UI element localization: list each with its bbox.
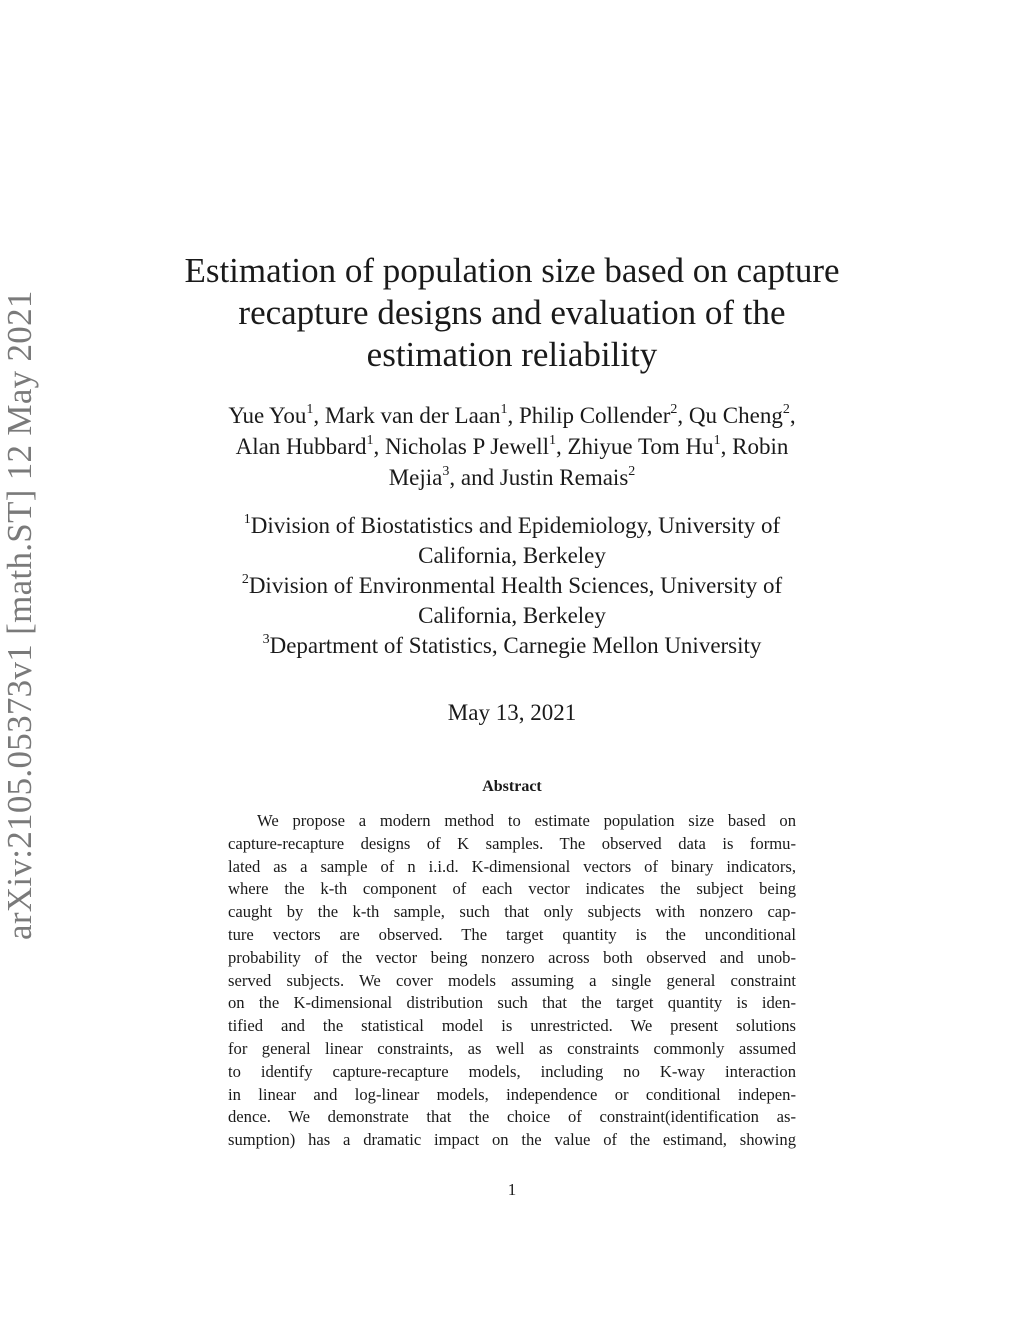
author-list [150,400,874,493]
affiliation-item [150,571,874,631]
author-line [150,462,874,493]
author-affiliation-marker: 1 [713,433,721,449]
affiliation-marker: 1 [243,512,251,528]
paper-title [150,250,874,376]
author-affiliation-marker: 1 [366,433,374,449]
abstract-line: probability of the vector being nonzero across both observed and unob- [228,947,796,967]
abstract-line: capture-recapture designs of K samples. The observed data is formu- [228,833,796,853]
abstract-line: caught by the k-th sample, such that only subjects with nonzero cap- [228,902,796,922]
author-separator: , [313,403,325,428]
author-name: Yue You [228,403,307,428]
author-separator: , [507,403,519,428]
author-name: Alan Hubbard [235,434,367,459]
author-affiliation-marker: 3 [442,464,450,480]
affiliation-text: Division of Biostatistics and Epidemiology, University of [250,513,781,538]
publication-date: May 13, 2021 [447,700,577,725]
arxiv-identifier-stamp: arXiv:2105.05373v1 [math.ST] 12 May 2021 [0,290,39,940]
author-line [150,431,874,462]
affiliation-text: Department of Statistics, Carnegie Mellon University [269,633,762,658]
author-affiliation-marker: 2 [670,402,678,418]
abstract-line: lated as a sample of n i.i.d. K-dimensional vectors of binary indicators, [228,856,796,876]
affiliation-marker: 3 [262,632,270,648]
author-separator: , Robin [720,434,789,459]
abstract-line: for general linear constraints, as well as constraints commonly assumed [228,1038,796,1058]
affiliation-text: California, Berkeley [418,603,606,628]
affiliation-item [150,511,874,571]
author-name: Mark van der Laan [324,403,501,428]
affiliation-text: Division of Environmental Health Sciences, University of [248,573,783,598]
affiliation-item [150,631,874,661]
abstract-line: tified and the statistical model is unrestricted. We present solutions [228,1016,796,1036]
abstract-line: ture vectors are observed. The target quantity is the unconditional [228,924,796,944]
affiliation-text: California, Berkeley [418,543,606,568]
affiliation-marker: 2 [241,572,249,588]
author-name: Justin Remais [499,465,629,490]
abstract-line: served subjects. We cover models assuming a single general constraint [228,970,796,990]
abstract-line: in linear and log-linear models, independence or conditional indepen- [228,1084,796,1104]
title-line: Estimation of population size based on capture [184,251,840,290]
abstract-line: dence. We demonstrate that the choice of constraint(identification as- [228,1107,796,1127]
abstract-line: on the K-dimensional distribution such that the target quantity is iden- [228,993,796,1013]
author-separator: , [677,403,689,428]
author-affiliation-marker: 1 [548,433,556,449]
abstract-heading: Abstract [482,778,542,795]
abstract-body [228,810,796,1152]
abstract-line: where the k-th component of each vector indicates the subject being [228,879,796,899]
author-affiliation-marker: 1 [306,402,314,418]
title-line: recapture designs and evaluation of the [238,293,786,332]
affiliation-list [150,511,874,661]
author-affiliation-marker: 1 [500,402,508,418]
abstract-line: to identify capture-recapture models, including no K-way interaction [228,1061,796,1081]
abstract-line: sumption) has a dramatic impact on the value of the estimand, showing [228,1130,796,1150]
author-separator: , [373,434,386,459]
author-name: Qu Cheng [688,403,783,428]
author-separator: , and [449,465,500,490]
author-name: Philip Collender [519,403,671,428]
abstract-line: We propose a modern method to estimate population size based on [257,811,796,830]
author-name: Mejia [388,465,443,490]
author-name: Zhiyue Tom Hu [567,434,714,459]
author-name: Nicholas P Jewell [385,434,549,459]
author-line [150,400,874,431]
author-separator: , [555,434,568,459]
title-line: estimation reliability [366,335,658,374]
author-affiliation-marker: 2 [628,464,636,480]
page-number: 1 [507,1180,517,1199]
author-affiliation-marker: 2 [782,402,790,418]
author-separator: , [789,403,796,428]
